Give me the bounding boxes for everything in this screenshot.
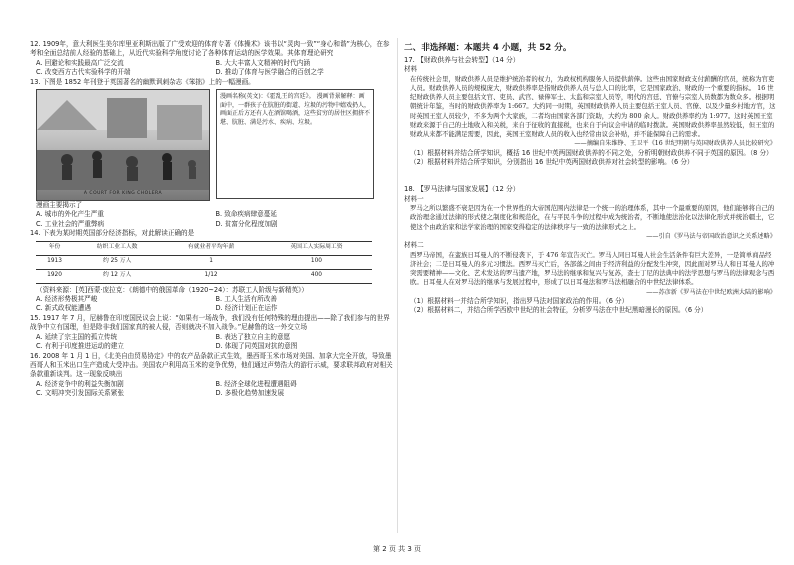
- page-number: 第 2 页 共 3 页: [372, 545, 422, 553]
- question-18-subquestion-1: （1）根据材料一并结合所学知识，指出罗马法对国家政治的作用。（6 分）: [410, 296, 629, 305]
- option-a: A. 经济形势极其严峻: [36, 295, 98, 304]
- question-17: [404, 56, 776, 167]
- table-header: 有就业者平均年薪: [161, 241, 261, 255]
- table-header: 纺织工业工人数: [73, 241, 161, 255]
- table-row: [36, 269, 372, 283]
- question-14-stem: 14. 下表为某时期英国部分经济指标，对此解读正确的是: [30, 229, 195, 238]
- option-c: C. 有利于印度推进运动的建立: [36, 342, 124, 351]
- left-column: [30, 40, 395, 399]
- right-column: [404, 40, 776, 316]
- cartoon-caption: A COURT FOR KING CHOLERA: [83, 190, 163, 196]
- question-13: [30, 78, 395, 230]
- question-18: [404, 185, 776, 315]
- question-13-stem: 13. 下图是 1852 年刊登于英国著名的幽默讽刺杂志《笨拙》上的一幅漫画。: [30, 77, 255, 86]
- question-15-stem: 15. 1917 年 7 月，尼赫鲁在印度国民议会上说：“如果有一场战争，我们没有任何特殊的理由提出——除了我们参与的世界战争中立有国理，但是除非我们国家真的被人侵，否则就决不加入战争。”尼赫鲁的这一外交立场: [30, 313, 390, 332]
- table-cell: 1913: [36, 255, 73, 269]
- question-18-material-1: 罗马之所以繁盛不衰是因为在一个世界性的大帝国范围内法律是一个统一的治理体系，其中一个最重要的原因，他们能够将自己的政治理念通过法律的形式使之制度化和规范化，在与平民斗争的过程中成为统治者，不断地使法治化以法律化形式并统治疆土，它使这个由政治家和法学家治理的国家变得稳定的法律秩序与一致的法律形式之上。: [410, 204, 775, 231]
- option-c: C. 工业社会的严重弊病: [36, 219, 105, 228]
- question-17-source: ——摘编自朱维铮、王卫平《16 世纪明朝与英国财政供养人员比较研究》: [574, 140, 776, 148]
- question-15: [30, 314, 395, 352]
- question-16: [30, 352, 395, 399]
- option-a: A. 延续了宗主国的孤立传统: [36, 332, 118, 341]
- question-14-source: （资料来源：[英]西蒙·庞拉克：《朗德中的俄国革命（1920~24）：苏联工人阶级与新精英》）: [36, 285, 309, 294]
- table-cell: 100: [261, 255, 372, 269]
- option-c: C. 新式政权能遭遇: [36, 304, 91, 313]
- question-13-lead: 漫画主要揭示了: [36, 201, 83, 210]
- section-heading: 二、非选择题：本题共 4 小题，共 52 分。: [404, 43, 572, 53]
- question-13-figure: [36, 89, 395, 199]
- question-18-subquestion-2: （2）根据材料二，并结合所学西欧中世纪的社会特征，分析罗马法在中世纪黑暗漫长的原因。（6 分）: [410, 306, 708, 315]
- option-d: D. 体现了同英国对抗的意图: [215, 342, 298, 351]
- option-d: D. 贫富分化程度加剧: [215, 219, 278, 228]
- table-header-row: [36, 241, 372, 255]
- question-18-material-2-label: 材料二: [404, 241, 424, 250]
- option-c: C. 改变西方古代实验科学的开端: [36, 68, 131, 77]
- table-cell: 1/12: [161, 269, 261, 283]
- question-18-material-2: 西罗马帝国，在蛮族日耳曼人的不断侵袭下，于 476 年宣告灭亡。罗马人同日耳曼人社会生活条件有巨大差异，一是简单商品经济社会；二是日耳曼人的多元习惯法。西罗马灭亡后，各部落之间由于经济利益的分配发生冲突，因此面对罗马人和日耳曼人的冲突需要精神——文化、艺术发达的罗马遗产地，罗马法的继承和复兴与复苏，查士丁尼的法典中的法学思想与罗马的法律观念与西欧。日耳曼人在对罗马法的继承与发展过程中，形成了以日耳曼法和罗马法相融合的中世纪法律体系。: [410, 250, 775, 287]
- question-17-subquestion-1: （1）根据材料并结合所学知识，概括 16 世纪中英两国财政供养的不同之处，分析明朝财政供养不同于英国的原因。（8 分）: [410, 148, 773, 157]
- question-14-options: [30, 295, 395, 314]
- question-12-stem: 12. 1909年，意大利医生美尔库里亚利斯出版了广受欢迎的体育专著《体操术》该书以“灵肉一致”“身心和谐”为核心，在参考和全面总结前人经验的基础上，从近代实验科学角度讨论了各种体育运动的医学效果。其体育理论研究: [30, 40, 390, 58]
- option-d: D. 经济计划正在运作: [215, 304, 278, 313]
- option-b: B. 致命疾病肆意蔓延: [215, 210, 277, 219]
- option-d: D. 推动了体育与医学融合的百创之学: [215, 68, 324, 77]
- question-18-heading: 18. 【罗马法律与国家发展】（12 分）: [404, 185, 520, 194]
- option-d: D. 多极化趋势加速发展: [215, 389, 285, 398]
- table-header: 英国工人实际周工资: [261, 241, 372, 255]
- option-c: C. 文明冲突引发国际关系紧张: [36, 389, 124, 398]
- cartoon-description-box: 漫画名称(英文)：《霍乱王的宫廷》。 漫画背景解释：画面中，一群孩子在肮脏的街道、垃圾的污物中嬉戏扔人，画面正后方还有人在酒馆喝酒，这些贫穷的居住区拥挤不堪、肮脏、满是污水、疾病、垃圾。: [216, 89, 374, 199]
- question-18-material-1-label: 材料一: [404, 194, 424, 203]
- question-12-options: [30, 59, 395, 78]
- economic-indicators-table: [36, 241, 372, 284]
- question-17-heading: 17. 【财政供养与社会转型】（14 分）: [404, 56, 520, 64]
- question-17-material-label: 材料: [404, 65, 418, 74]
- question-13-options: [30, 210, 395, 229]
- option-a: A. 城市的外化产生严重: [36, 210, 104, 219]
- table-cell: 约 12 万人: [73, 269, 161, 283]
- question-16-stem: 16. 2008 年 1 月 1 日，《北美自由贸易协定》中的农产品条款正式生效，墨西哥玉米市场对美国、加拿大完全开放，导致墨西哥人和玉米出口生产造成大受冲击。美国农户利用高玉米的竞争优势，他们通过声势浩大的游行示威，要求联邦政府对相关条款重新谈判。这一现象反映出: [30, 351, 393, 379]
- option-b: B. 工人生活有所改善: [215, 295, 277, 304]
- table-cell: 1: [161, 255, 261, 269]
- option-a: A. 经济竞争中的利益失衡加剧: [36, 379, 124, 388]
- question-18-source-2: ——苏彦新《罗马法在中世纪欧洲大陆的影响》: [646, 288, 776, 296]
- table-row: [36, 255, 372, 269]
- question-12: [30, 40, 395, 78]
- question-16-options: [30, 380, 395, 399]
- question-17-subquestion-2: （2）根据材料并结合所学知识，分别指出 16 世纪中英两国财政供养对社会转型的影响。（6 分）: [410, 158, 694, 167]
- cholera-cartoon-image: [36, 89, 210, 201]
- table-header: 年份: [36, 241, 73, 255]
- column-divider: [397, 38, 398, 533]
- option-b: B. 表达了独立自主的意愿: [215, 332, 291, 341]
- option-a: A. 回避论和实践最高广泛交流: [36, 58, 124, 67]
- table-cell: 1920: [36, 269, 73, 283]
- cartoon-illustration: [37, 90, 209, 200]
- question-15-options: [30, 333, 395, 352]
- question-18-source-1: ——引自《罗马法与帝国政治意识之关系述略》: [646, 232, 776, 240]
- table-cell: 400: [261, 269, 372, 283]
- question-14: [30, 229, 395, 314]
- table-cell: 约 25 万人: [73, 255, 161, 269]
- option-b: B. 大大丰富人文精神的时代内涵: [215, 58, 310, 67]
- question-17-material: 在传统社会里，财政供养人员是维护统治者的权力，为政权机构服务人员提供薪俸。这些由国家财政支付薪酬的官员，统称为官吏人员。财政供养人员的规模庞大，财政供养率是指财政供养人员与总人口的比率，它是国家政治、财政的一个重要的指标。 16 世纪财政供养人员主要包括文官、吏员、武官、禄俸军士、太监和宗室人员等，明代的宫廷、官僚与宗室人员数都为数众多。根据明朝统计年鉴，当时的财政供养率为 1:667。大约同一时期，英国财政供养人员主要包括王室人员、官僚、以及少量乡村地方官，这时英国王室人员较少，不多为两个大家族，二者均由国家各部门资助，大约为 800 余人。财政供养率约为 1:977。这时英国王室财政来源于自己的土地收入和关税，来自于征收的直接税，也来自于向议会申请的临时拨款。英国财政供养率虽然较低，但王室的财政从来都不能满足需要，因此，英国王室财政人员的收入也经常由议会补贴，并不能保障自己的需求。: [410, 74, 776, 139]
- option-b: B. 经济全球化进程遭遇阻碍: [215, 379, 297, 388]
